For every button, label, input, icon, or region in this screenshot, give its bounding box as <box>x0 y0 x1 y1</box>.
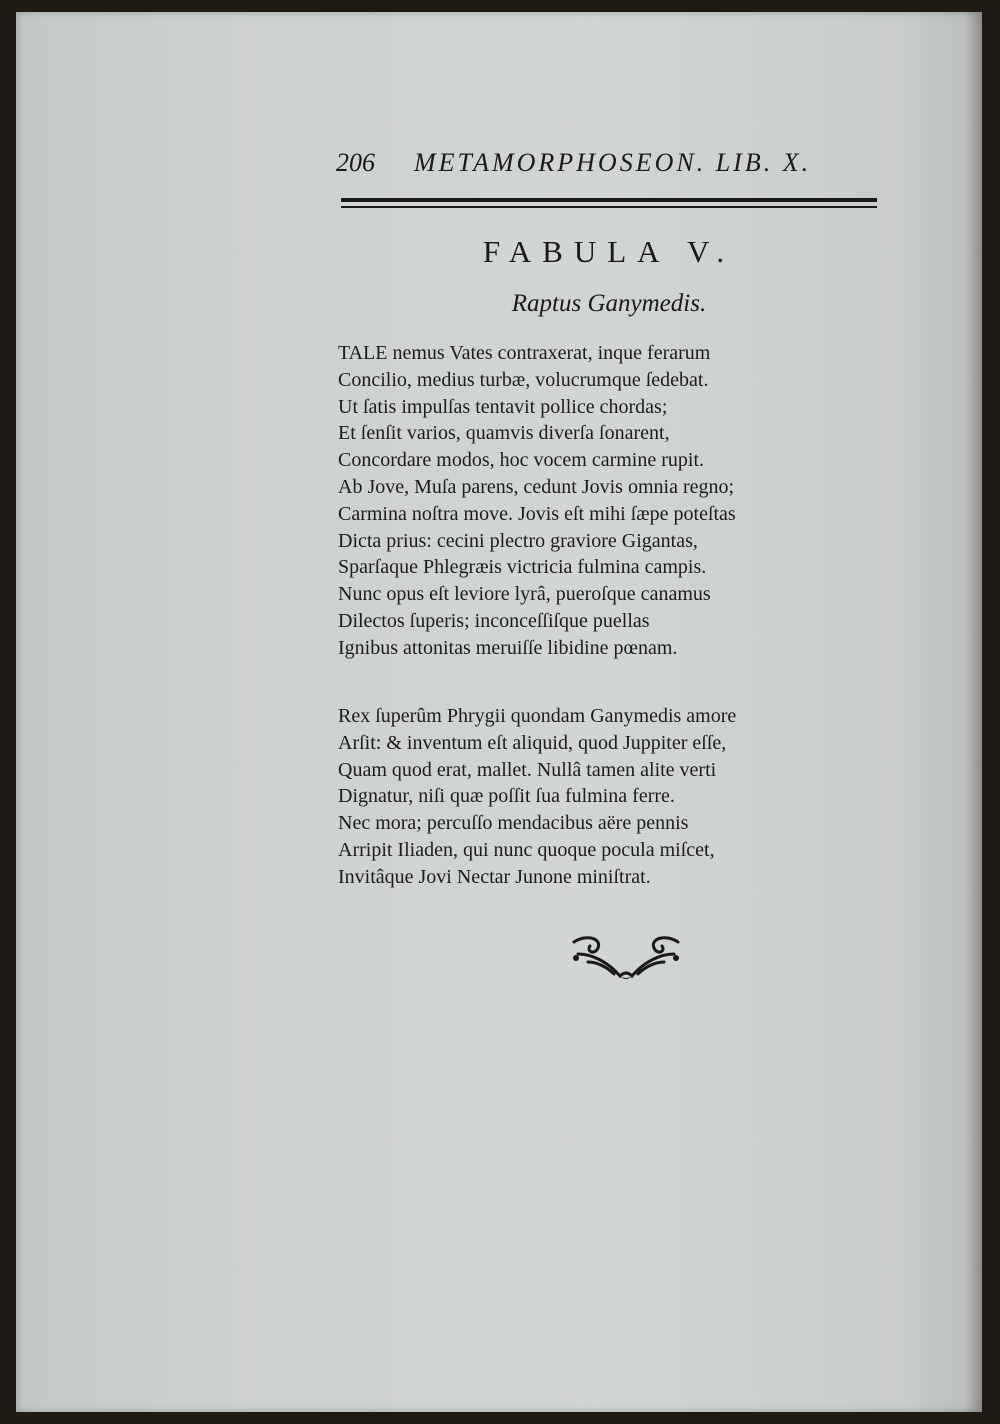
verse-line: Ut ſatis impulſas tentavit pollice chordas; <box>338 395 668 418</box>
verse-line: Nec mora; percuſſo mendacibus aëre pennis <box>338 812 689 835</box>
fable-title: FABULA V. <box>482 234 736 269</box>
page-header <box>336 148 836 184</box>
verse-line: Dicta prius: cecini plectro graviore Gigantas, <box>338 529 698 552</box>
tailpiece-ornament-icon <box>568 928 684 984</box>
verse-line: Sparſaque Phlegræis victricia fulmina campis. <box>338 556 707 579</box>
verse-line: Et ſenſit varios, quamvis diverſa ſonarent, <box>338 422 670 445</box>
verse-line: Arripit Iliaden, qui nunc quoque pocula miſcet, <box>338 838 715 861</box>
fable-subtitle: Raptus Ganymedis. <box>511 290 707 317</box>
verse-line: Ignibus attonitas meruiſſe libidine pœnam. <box>338 636 678 659</box>
running-title: METAMORPHOSEON. LIB. X. <box>414 148 812 177</box>
page-number: 206 <box>336 148 375 177</box>
header-rule-thick <box>341 198 877 202</box>
verse-line: Carmina noſtra move. Jovis eſt mihi ſæpe poteſtas <box>338 502 736 525</box>
verse-line: Concilio, medius turbæ, volucrumque ſedebat. <box>338 368 709 391</box>
verse-line: TALE nemus Vates contraxerat, inque ferarum <box>338 342 711 364</box>
page-edge-shadow <box>964 12 982 1412</box>
verse-line: Ab Jove, Muſa parens, cedunt Jovis omnia regno; <box>338 475 735 498</box>
verse-line: Nunc opus eſt leviore lyrâ, pueroſque canamus <box>338 583 711 606</box>
header-rule-thin <box>341 206 877 208</box>
verse-line: Dignatur, niſi quæ poſſit ſua fulmina ferre. <box>338 785 675 808</box>
stanza-2 <box>338 703 736 891</box>
verse-line: Dilectos ſuperis; inconceſſiſque puellas <box>338 609 650 632</box>
verse-line: Arſit: & inventum eſt aliquid, quod Juppiter eſſe, <box>338 731 727 754</box>
verse-line: Invitâque Jovi Nectar Junone miniſtrat. <box>338 865 651 888</box>
stanza-1 <box>338 340 736 662</box>
verse-line: Concordare modos, hoc vocem carmine rupit. <box>338 449 704 472</box>
verse-line: Rex ſuperûm Phrygii quondam Ganymedis amore <box>338 705 737 727</box>
verse-line: Quam quod erat, mallet. Nullâ tamen alite verti <box>338 758 717 781</box>
